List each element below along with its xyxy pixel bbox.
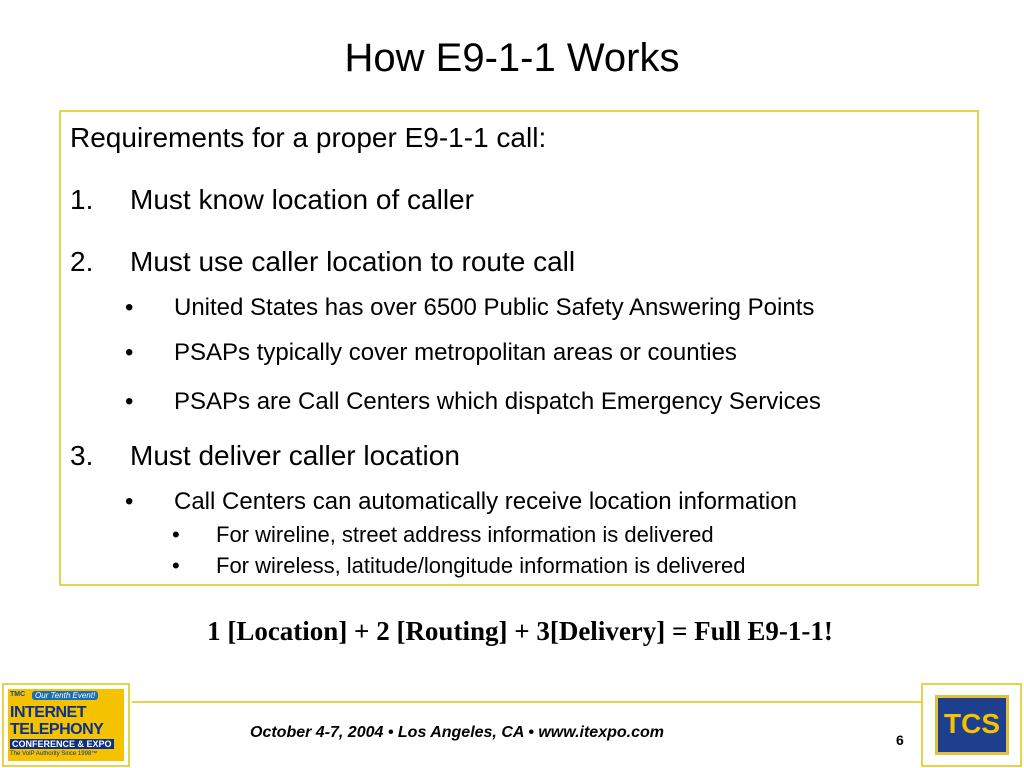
page-number: 6 xyxy=(896,732,904,748)
subbullet-glyph: • xyxy=(172,522,180,547)
requirements-intro: Requirements for a proper E9-1-1 call: xyxy=(70,122,547,153)
bullet-glyph: • xyxy=(125,294,134,321)
slide-title: How E9-1-1 Works xyxy=(344,36,680,80)
logo-line-3: CONFERENCE & EXPO xyxy=(12,739,112,749)
bullet-call-centers: Call Centers can automatically receive location information xyxy=(174,488,797,515)
logo-tagline: Our Tenth Event! xyxy=(32,691,98,700)
bullet-glyph: • xyxy=(125,339,134,366)
item-number-3: 3. xyxy=(70,440,94,471)
bullet-glyph: • xyxy=(125,388,134,415)
tcs-logo-background xyxy=(935,695,1009,755)
logo-tmc: TMC xyxy=(10,691,26,698)
subbullet-glyph: • xyxy=(172,553,180,578)
bullet-psap-call-centers: PSAPs are Call Centers which dispatch Emergency Services xyxy=(174,388,821,415)
item-number-2: 2. xyxy=(70,246,94,277)
footer-event-info: October 4-7, 2004 • Los Angeles, CA • www.itexpo.com xyxy=(250,724,664,741)
bullet-glyph: • xyxy=(125,488,134,515)
subbullet-wireless: For wireless, latitude/longitude information is delivered xyxy=(216,553,746,578)
tcs-logo-text: TCS xyxy=(944,708,1000,739)
logo-line-4: The VoIP Authority Since 1998™ xyxy=(10,751,98,757)
footer-divider xyxy=(132,701,921,703)
bullet-psap-count: United States has over 6500 Public Safety Answering Points xyxy=(174,294,815,321)
logo-line-1: INTERNET xyxy=(10,704,86,721)
item-text-1: Must know location of caller xyxy=(130,184,474,215)
subbullet-wireline: For wireline, street address information is delivered xyxy=(216,522,714,547)
bullet-psap-coverage: PSAPs typically cover metropolitan areas or counties xyxy=(174,339,737,366)
logo-line-2: TELEPHONY xyxy=(10,721,104,738)
item-number-1: 1. xyxy=(70,184,94,215)
summary-formula: 1 [Location] + 2 [Routing] + 3[Delivery] = Full E9-1-1! xyxy=(207,616,833,646)
tcs-logo xyxy=(921,683,1022,767)
item-text-2: Must use caller location to route call xyxy=(130,246,576,277)
internet-telephony-logo xyxy=(2,683,130,767)
item-text-3: Must deliver caller location xyxy=(130,440,460,471)
